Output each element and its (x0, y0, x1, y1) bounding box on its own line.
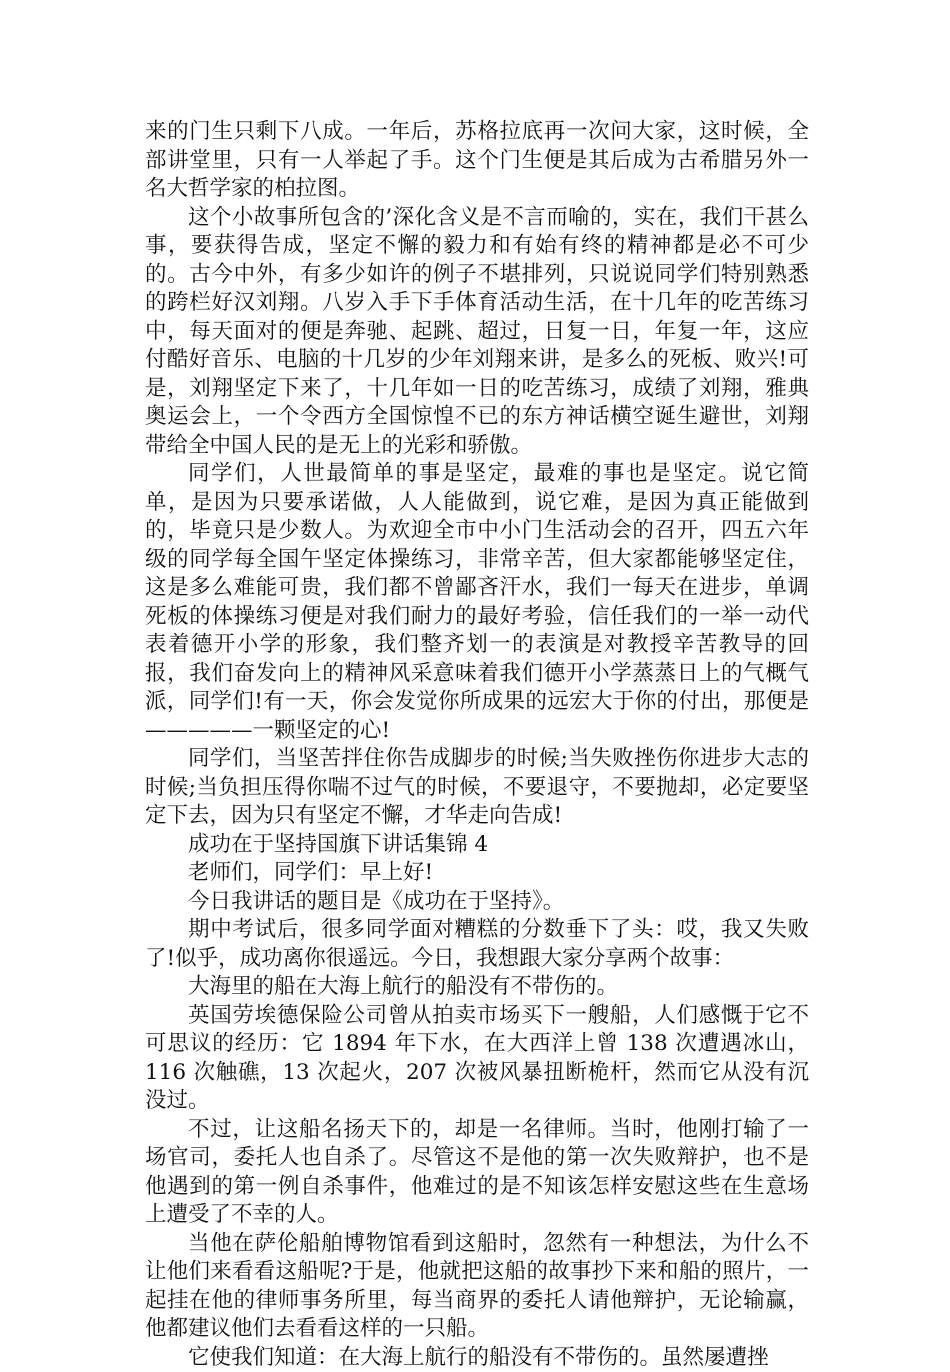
paragraph-13: 它使我们知道：在大海上航行的船没有不带伤的。虽然屡遭挫 (145, 1344, 809, 1372)
greeting: 老师们，同学们：早上好! (145, 859, 809, 888)
speech-topic: 今日我讲话的题目是《成功在于坚持》。 (145, 888, 809, 917)
paragraph-4: 同学们，当坚苦拌住你告成脚步的时候;当失败挫伤你进步大志的时候;当负担压得你喘不过气的时候，不要退守，不要抛却，必定要坚定下去，因为只有坚定不懈，才华走向告成! (145, 745, 809, 831)
paragraph-10: 英国劳埃德保险公司曾从拍卖市场买下一艘船，人们感慨于它不可思议的经历：它 1894 年下水，在大西洋上曾 138 次遭遇冰山，116 次触礁，13 次起火，207 次被风暴扭断桅杆，然而它从没有沉没过。 (145, 1002, 809, 1116)
document-body (145, 118, 809, 1372)
section-title: 成功在于坚持国旗下讲话集锦 4 (145, 831, 809, 860)
paragraph-2: 这个小故事所包含的’深化含义是不言而喻的，实在，我们干甚么事，要获得告成，坚定不懈的毅力和有始有终的精神都是必不可少的。古今中外，有多少如许的例子不堪排列，只说说同学们特别熟悉的跨栏好汉刘翔。八岁入手下手体育活动生活，在十几年的吃苦练习中，每天面对的便是奔驰、起跳、超过，日复一日，年复一年，这应付酷好音乐、电脑的十几岁的少年刘翔来讲，是多么的死板、败兴!可是，刘翔坚定下来了，十几年如一日的吃苦练习，成绩了刘翔，雅典奥运会上，一个令西方全国惊惶不已的东方神话横空诞生避世，刘翔带给全中国人民的是无上的光彩和骄傲。 (145, 204, 809, 461)
paragraph-8: 期中考试后，很多同学面对糟糕的分数垂下了头：哎，我又失败了!似乎，成功离你很遥远。今日，我想跟大家分享两个故事： (145, 916, 809, 973)
paragraph-11: 不过，让这船名扬天下的，却是一名律师。当时，他刚打输了一场官司，委托人也自杀了。尽管这不是他的第一次失败辩护，也不是他遇到的第一例自杀事件，他难过的是不知该怎样安慰这些在生意场上遭受了不幸的人。 (145, 1116, 809, 1230)
story-heading: 大海里的船在大海上航行的船没有不带伤的。 (145, 973, 809, 1002)
paragraph-3: 同学们，人世最简单的事是坚定，最难的事也是坚定。说它简单，是因为只要承诺做，人人能做到，说它难，是因为真正能做到的，毕竟只是少数人。为欢迎全市中小门生活动会的召开，四五六年级的同学每全国午坚定体操练习，非常辛苦，但大家都能够坚定住，这是多么难能可贵，我们都不曾鄙吝汗水，我们一每天在进步，单调死板的体操练习便是对我们耐力的最好考验，信任我们的一举一动代表着德开小学的形象，我们整齐划一的表演是对教授辛苦教导的回报，我们奋发向上的精神风采意味着我们德开小学蒸蒸日上的气概气派，同学们!有一天，你会发觉你所成果的远宏大于你的付出，那便是—————一颗坚定的心! (145, 460, 809, 745)
paragraph-1: 来的门生只剩下八成。一年后，苏格拉底再一次问大家，这时候，全部讲堂里，只有一人举起了手。这个门生便是其后成为古希腊另外一名大哲学家的柏拉图。 (145, 118, 809, 204)
paragraph-12: 当他在萨伦船舶博物馆看到这船时，忽然有一种想法，为什么不让他们来看看这船呢?于是，他就把这船的故事抄下来和船的照片，一起挂在他的律师事务所里，每当商界的委托人请他辩护，无论输赢，他都建议他们去看看这样的一只船。 (145, 1230, 809, 1344)
